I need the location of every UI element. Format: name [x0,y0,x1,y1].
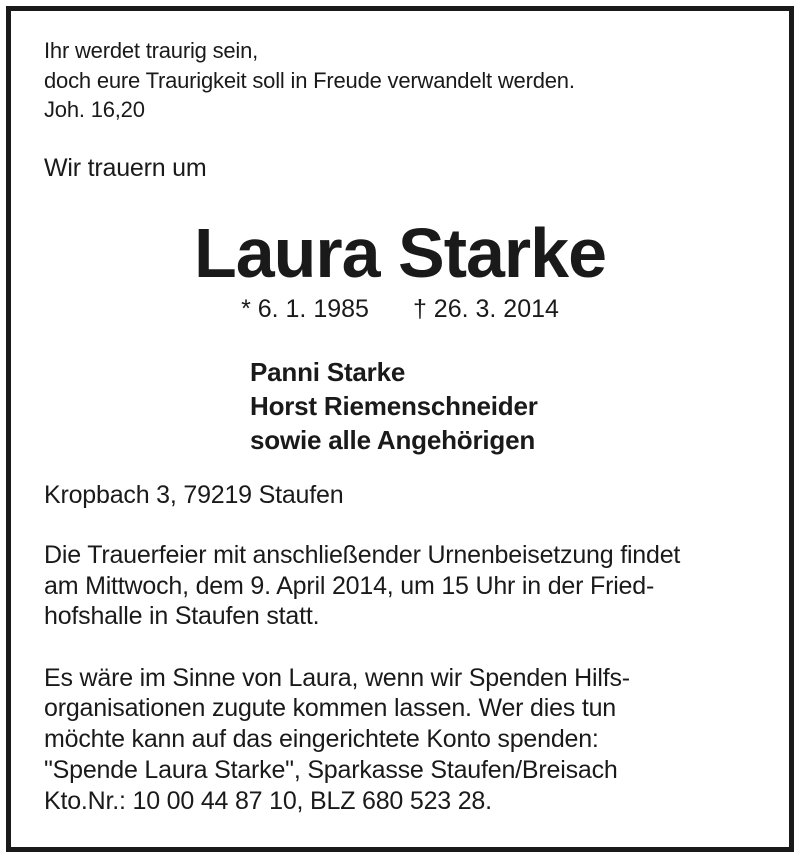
life-dates [0,294,800,324]
verse-line: doch eure Traurigkeit soll in Freude verwandelt werden. [44,68,575,93]
paragraph-line: Es wäre im Sinne von Laura, wenn wir Spenden Hilfs- [44,664,630,692]
verse-reference: Joh. 16,20 [44,97,145,122]
paragraph-line: am Mittwoch, dem 9. April 2014, um 15 Uhr in der Fried- [44,572,655,600]
paragraph-line: möchte kann auf das eingerichtete Konto spenden: [44,725,599,753]
bank-details: Kto.Nr.: 10 00 44 87 10, BLZ 680 523 28. [44,787,492,815]
mourner-name: sowie alle Angehörigen [250,425,536,455]
verse-line: Ihr werdet traurig sein, [44,38,259,63]
intro-text: Wir trauern um [44,154,207,182]
birth-date: * 6. 1. 1985 [241,295,369,323]
paragraph-line: "Spende Laura Starke", Sparkasse Staufen/Breisach [44,756,618,784]
mourner-name: Horst Riemenschneider [250,391,538,421]
paragraph-line: hofshalle in Staufen statt. [44,602,320,630]
paragraph-line: Die Trauerfeier mit anschließender Urnenbeisetzung findet [44,541,681,569]
family-address: Kropbach 3, 79219 Staufen [44,481,344,509]
deceased-name: Laura Starke [193,214,607,292]
death-date: † 26. 3. 2014 [412,295,559,323]
paragraph-line: organisationen zugute kommen lassen. Wer dies tun [44,694,617,722]
mourner-name: Panni Starke [250,357,406,387]
